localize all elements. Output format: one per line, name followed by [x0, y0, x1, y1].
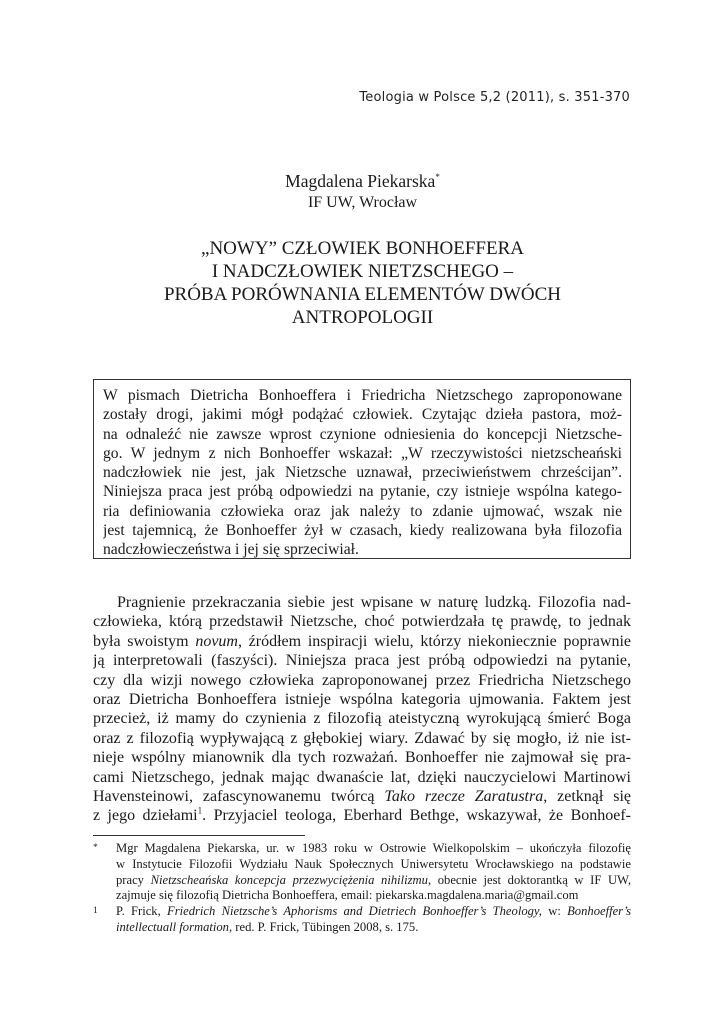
body-text-span: była swoistym	[93, 632, 196, 650]
footnote-line	[116, 904, 631, 920]
footnote-divider	[93, 835, 305, 836]
abstract-line: nadczłowiek nie jest, jak Nietzsche uznawał, przeciwieństwem chrześcijan”.	[103, 464, 622, 482]
body-line	[93, 806, 631, 825]
footnote-line	[116, 873, 631, 889]
footnote-line: Mgr Magdalena Piekarska, ur. w 1983 roku w Ostrowie Wielkopolskim – ukończyła filozofię	[116, 841, 631, 855]
abstract-line: W pismach Dietricha Bonhoeffera i Friedricha Nietzschego zaproponowane	[103, 387, 622, 404]
abstract-line: ria definiowania człowieka oraz jak należy to zdanie ujmować, wszak nie	[103, 502, 622, 520]
title-line: PRÓBA PORÓWNANIA ELEMENTÓW DWÓCH	[163, 284, 562, 305]
body-text-span: , źródłem inspiracji wielu, którzy niekoniecznie poprawnie	[237, 632, 631, 650]
body-italic-novum: novum	[195, 632, 238, 650]
abstract-line: na odnaleźć nie zawsze wprost czynione odniesienia do koncepcji Nietzsche-	[103, 425, 622, 443]
body-paragraph	[93, 593, 631, 826]
journal-citation: Teologia w Polsce 5,2 (2011), s. 351-370	[359, 90, 630, 105]
author-name-line	[0, 170, 725, 192]
body-line: Pragnienie przekraczania siebie jest wpisane w naturę ludzką. Filozofia nad-	[117, 594, 631, 611]
body-line: cami Nietzschego, jednak mając dwanaście lat, dzięki nauczycielowi Martinowi	[93, 768, 631, 786]
footnote-text-span: P. Frick,	[116, 904, 168, 919]
body-line: oraz Dietricha Bonhoeffera istnieje wspólna kategoria ujmowania. Faktem jest	[93, 690, 631, 708]
footnote-mark: *	[93, 843, 98, 853]
body-line: czy dla wizji nowego człowieka zaproponowanej przez Friedricha Nietzschego	[93, 671, 631, 689]
author-name: Magdalena Piekarska	[285, 171, 436, 191]
title-line: „NOWY” CZŁOWIEK BONHOEFFERA	[201, 238, 524, 259]
body-line: oraz z filozofią wypływającą z głębokiej wiary. Zdawać by się mogło, iż nie ist-	[93, 729, 631, 747]
abstract-line: zostały drogi, jakimi mógł podążać człowiek. Czytając dzieła pastora, moż-	[103, 406, 622, 424]
footnote-italic: Friedrich Nietzsche’s Aphorisms and Dietriech Bonhoeffer’s Theology,	[167, 904, 542, 919]
footnote-text-span: pracy	[116, 872, 151, 887]
footnote-line	[116, 920, 631, 936]
body-text-span: , zetknął się	[543, 787, 631, 805]
footnote-mark: 1	[93, 906, 98, 917]
footnote-text-span: w:	[541, 904, 568, 919]
footnote-ref-1[interactable]: 1	[197, 806, 203, 816]
footnote-italic: intellectuall formation	[116, 919, 229, 934]
title-line: ANTROPOLOGII	[291, 307, 434, 328]
footnote-1	[93, 904, 631, 936]
title-line: I NADCZŁOWIEK NIETZSCHEGO –	[211, 261, 514, 282]
body-line: nieje wspólny mianownik dla tych rozważań. Bonhoeffer nie zajmował się pra-	[93, 749, 631, 767]
body-text-span: . Przyjaciel teologa, Eberhard Bethge, wskazywał, że Bonhoef-	[202, 807, 631, 825]
body-line	[93, 787, 631, 806]
author-affiliation: IF UW, Wrocław	[307, 194, 418, 211]
article-title	[0, 237, 725, 329]
author-footnote-mark[interactable]: *	[435, 172, 440, 183]
abstract-box	[93, 379, 631, 559]
footnote-line: zajmuje się filozofią Dietricha Bonhoeffera, email: piekarska.magdalena.maria@gmail.com	[116, 888, 579, 903]
footnotes	[93, 841, 631, 936]
abstract-line: jest tajemnicą, że Bonhoeffer żył w czasach, kiedy realizowana była filozofia	[103, 522, 622, 540]
abstract-line: Niniejsza praca jest próbą odpowiedzi na pytanie, czy istnieje wspólna katego-	[103, 483, 622, 501]
body-line: przecież, iż mamy do czynienia z filozofią ateistyczną wyrokującą śmierć Boga	[93, 710, 631, 728]
body-line: człowieka, którą przedstawił Nietzsche, choć potwierdzała tę prawdę, to jednak	[93, 613, 631, 631]
body-text-span: Havensteinowi, zafascynowanemu twórcą	[93, 787, 385, 805]
author-block	[0, 170, 725, 214]
body-line	[93, 632, 631, 651]
footnote-line: w Instytucie Filozofii Wydziału Nauk Społecznych Uniwersytetu Wrocławskiego na podstawie	[116, 856, 631, 871]
footnote-text-span: , red. P. Frick, Tübingen 2008, s. 175.	[228, 919, 419, 934]
footnote-author	[93, 841, 631, 904]
body-italic-title: Tako rzecze Zaratustra	[384, 787, 544, 805]
body-text-span: z jego dziełami	[93, 807, 198, 825]
footnote-italic: Nietzscheańska koncepcja przezwyciężenia nihilizmu	[150, 872, 428, 887]
body-line: ją interpretowali (faszyści). Niniejsza praca jest próbą odpowiedzi na pytanie,	[93, 652, 631, 670]
abstract-line: go. W jednym z nich Bonhoeffer wskazał: „W rzeczywistości nietzscheański	[103, 444, 622, 462]
footnote-text-span: , obecnie jest doktorantką w IF UW,	[427, 872, 631, 887]
abstract-line: nadczłowieczeństwa i jej się sprzeciwiał.	[103, 541, 359, 559]
footnote-italic: Bonhoeffer’s	[567, 904, 632, 919]
